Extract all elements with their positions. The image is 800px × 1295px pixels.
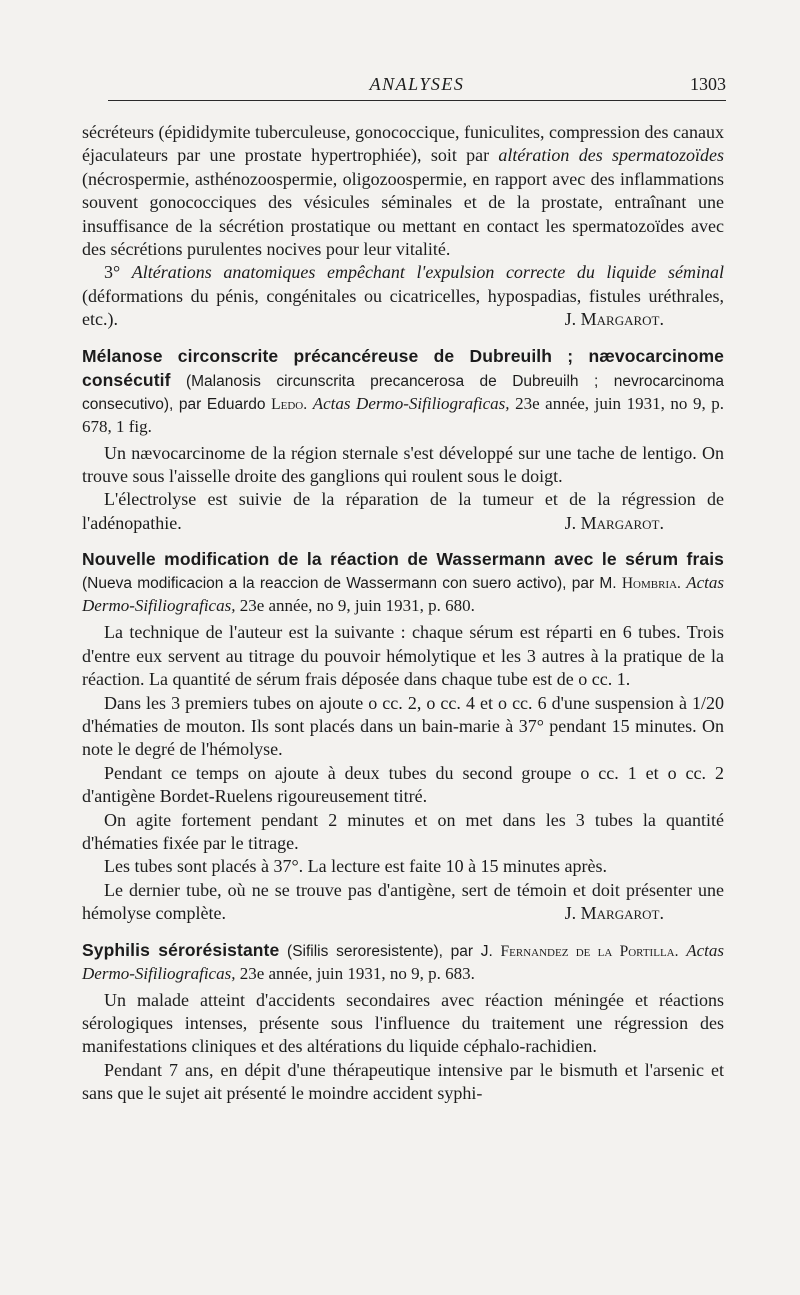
running-header [108,74,726,101]
article-title: Nouvelle modification de la réaction de Wassermann avec le sérum frais [82,549,724,570]
article-paragraph: Dans les 3 premiers tubes on ajoute o cc. 2, o cc. 4 et o cc. 6 d'une suspension à 1/20 d'hématies de mouton. Ils sont placés dans un bain-marie à 37° pendant 15 minutes. On note le degré de l'hémolyse. [82,692,724,760]
author-name: Fernandez de la Portilla. [500,942,679,960]
article-paragraph: Un nævocarcinome de la région sternale s'est développé sur une tache de lentigo. On trouve sous l'aisselle droite des ganglions qui roulent sous le doigt. [82,442,724,487]
article-heading: Mélanose circonscrite précancéreuse de Dubreuilh ; nævocarcinome consécutif (Malanosis circunscrita precancerosa de Dubreuilh ; nevrocarcinoma consecutivo), par Eduardo Ledo. Actas Dermo-Sifiliograficas, 23e année, juin 1931, no 9, p. 678, 1 fig. [82,345,724,436]
running-title: ANALYSES [369,74,465,94]
intro-paragraph-2: 3° Altérations anatomiques empêchant l'expulsion correcte du liquide séminal (déformations du pénis, congénitales ou cicatricelles, hypospadias, fistules uréthrales, etc.). [82,262,724,330]
article-heading: Syphilis sérorésistante (Sifilis seroresistente), par J. Fernandez de la Portilla. Actas Dermo-Sifiliograficas, 23e année, juin 1931, no 9, p. 683. [82,939,724,983]
article-wassermann [82,548,724,925]
journal-name: Actas Dermo-Sifiliograficas, [82,573,724,616]
page-number: 1303 [690,74,726,94]
article-paragraph: Les tubes sont placés à 37°. La lecture est faite 10 à 15 minutes après. [104,856,608,877]
journal-name: Actas Dermo-Sifiliograficas, [312,393,510,413]
author-name: Hombria. [621,575,681,593]
article-paragraph: Pendant 7 ans, en dépit d'une thérapeutique intensive par le bismuth et l'arsenic et sans que le sujet ait présenté le moindre accident syphi- [82,1059,724,1104]
article-title: Mélanose circonscrite précancéreuse de Dubreuilh ; nævocarcinome consécutif [82,345,724,390]
article-paragraph: Le dernier tube, où ne se trouve pas d'antigène, sert de témoin et doit présenter une hémolyse complète. [82,879,724,924]
signature: J. Margarot. [564,903,664,924]
article-paragraph: La technique de l'auteur est la suivante : chaque sérum est réparti en 6 tubes. Trois d'entre eux servent au titrage du pouvoir hémolytique et les 3 autres à la pratique de la réaction. La quantité de sérum frais déposée dans chaque tube est de o cc. 1. [82,622,724,690]
signature: J. Margarot. [564,512,664,533]
journal-name: Actas Dermo-Sifiliograficas, [82,940,724,983]
intro-paragraph-1: sécréteurs (épididymite tuberculeuse, gonococcique, funiculites, compression des canaux éjaculateurs par une prostate hypertrophiée), soit par altération des spermatozoïdes (nécrospermie, asthénozoospermie, oligozoospermie, en rapport avec des inflammations souvent gonococciques des vésicules séminales et de la prostate, entraînant une insuffisance de la sécrétion prostatique ou mettant en contact les spermatozoïdes avec des sécrétions purulentes nocives pour leur vitalité. [82,122,725,260]
article-paragraph: Pendant ce temps on ajoute à deux tubes du second groupe o cc. 1 et o cc. 2 d'antigène Bordet-Ruelens rigoureusement titré. [82,762,724,807]
article-syphilis [82,939,724,1106]
article-heading: Nouvelle modification de la réaction de Wassermann avec le sérum frais (Nueva modificacion a la reaccion de Wassermann con suero activo), par M. Hombria. Actas Dermo-Sifiliograficas, 23e année, no 9, juin 1931, p. 680. [82,549,724,616]
signature: J. Margarot. [564,309,664,330]
article-melanose [82,345,724,536]
author-name: Ledo. [271,395,308,413]
article-title: Syphilis sérorésistante [82,939,280,960]
page-body [82,121,724,1106]
article-paragraph: On agite fortement pendant 2 minutes et on met dans les 3 tubes la quantité d'hématies fixée par le titrage. [82,809,724,853]
article-paragraph: Un malade atteint d'accidents secondaires avec réaction méningée et réactions sérologiques intenses, présente sous l'influence du traitement une régression des manifestations cliniques et des altérations du liquide céphalo-rachidien. [82,989,724,1057]
article-paragraph: L'électrolyse est suivie de la réparation de la tumeur et de la régression de l'adénopathie. [82,489,724,533]
